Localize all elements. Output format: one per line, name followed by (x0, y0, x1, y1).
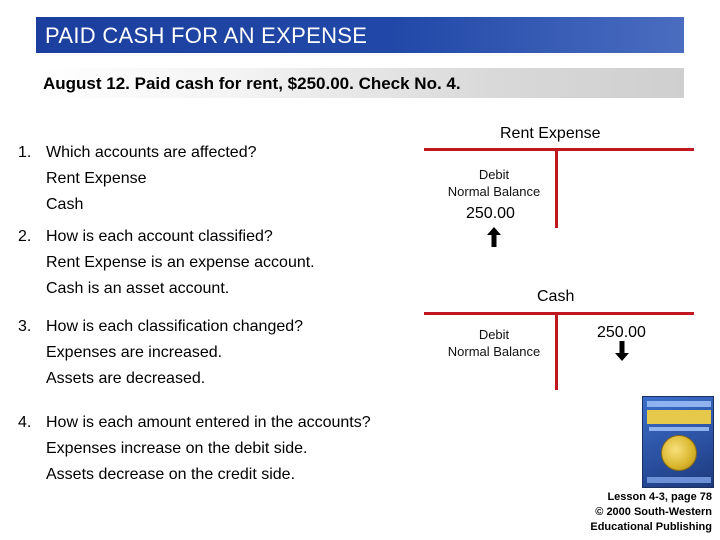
credit-amount: 250.00 (597, 324, 646, 341)
title-bar (36, 17, 684, 53)
transaction-bar (36, 68, 684, 98)
debit-amount: 250.00 (466, 205, 515, 222)
question-3 (18, 314, 303, 392)
t-account-center-line (555, 148, 558, 228)
question-4 (18, 410, 371, 488)
page-title: PAID CASH FOR AN EXPENSE (45, 23, 368, 48)
answer-line: Expenses are increased. (46, 344, 223, 361)
classification-text: is an expense account. (146, 254, 315, 271)
account-name: Cash (46, 280, 84, 297)
question-1 (18, 140, 257, 218)
question-number: 2. (18, 228, 32, 245)
t-account-top-line (424, 148, 694, 151)
normal-balance-label: Debit Normal Balance (447, 167, 541, 199)
question-text: How is each classification changed? (46, 318, 304, 335)
transaction-text: August 12. Paid cash for rent, $250.00. Check No. 4. (43, 74, 461, 93)
question-text: How is each amount entered in the accounts? (46, 414, 371, 431)
answer-line: Assets decrease on the credit side. (46, 466, 296, 483)
answer-line: Assets are decreased. (46, 370, 206, 387)
accounting-textbook-cover-icon (642, 396, 714, 488)
question-number: 3. (18, 318, 32, 335)
t-account-title: Cash (537, 288, 575, 305)
t-account-center-line (555, 312, 558, 390)
answer-line: Rent Expense (46, 170, 147, 187)
question-text: How is each account classified? (46, 228, 273, 245)
copyright: © 2000 South-Western (595, 506, 712, 518)
account-name: Rent Expense (46, 254, 147, 271)
t-account-top-line (424, 312, 694, 315)
question-number: 1. (18, 144, 32, 161)
t-account-title: Rent Expense (500, 125, 601, 142)
answer-line: Cash (46, 196, 84, 213)
source-credit (590, 490, 712, 535)
down-arrow-icon (614, 340, 630, 362)
answer-line (18, 276, 315, 302)
classification-text: is an asset account. (83, 280, 230, 297)
question-2 (18, 224, 315, 302)
publisher: Educational Publishing (590, 521, 712, 533)
answer-line: Expenses increase on the debit side. (46, 440, 308, 457)
question-text: Which accounts are affected? (46, 144, 257, 161)
answer-line (18, 250, 315, 276)
lesson-reference: Lesson 4-3, page 78 (607, 491, 712, 503)
up-arrow-icon (486, 226, 502, 248)
normal-balance-label: Debit Normal Balance (447, 327, 541, 359)
question-number: 4. (18, 414, 32, 431)
